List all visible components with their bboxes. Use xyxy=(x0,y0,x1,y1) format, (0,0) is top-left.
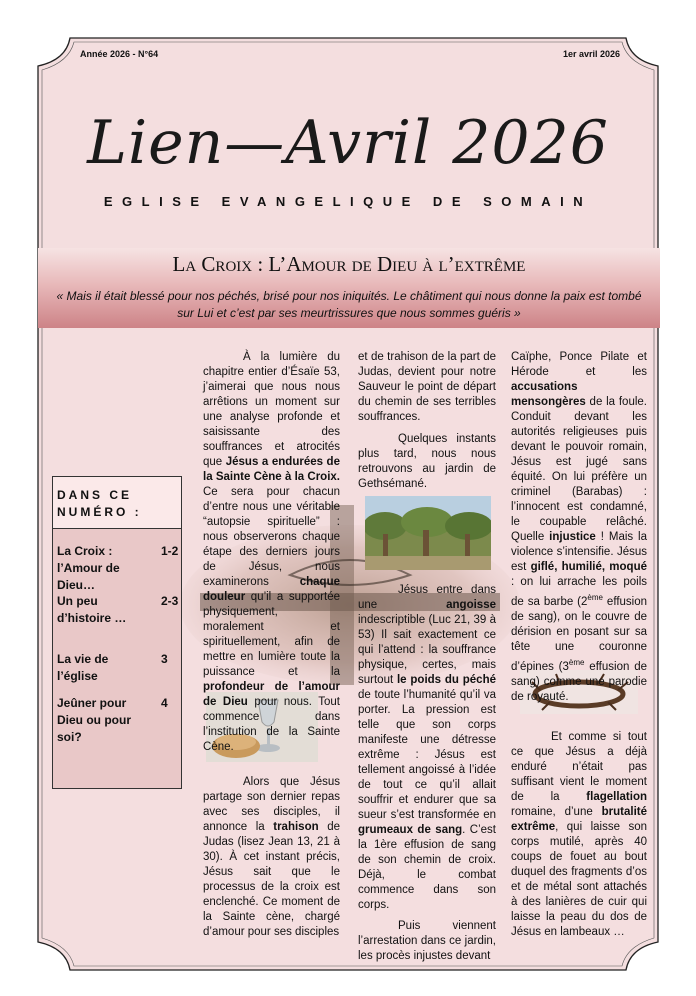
toc-item-label: Un peu d’histoire … xyxy=(57,594,127,625)
gethsemane-garden-photo xyxy=(365,496,491,570)
column-2-top xyxy=(358,350,496,492)
toc-item-pages: 1-2 xyxy=(161,544,179,558)
column-1-bottom xyxy=(203,775,340,940)
paragraph: et de trahison de la part de Judas, devient pour notre Sauveur le point de départ du chemin de ses terribles souffrances. xyxy=(358,351,496,423)
toc-item-label: La vie de l’église xyxy=(57,652,109,683)
toc-item-label: Jeûner pour Dieu ou pour soi? xyxy=(57,696,131,744)
column-3-bottom xyxy=(511,730,647,940)
church-name: EGLISE EVANGELIQUE DE SOMAIN xyxy=(103,194,593,209)
toc-item-pages: 3 xyxy=(161,652,168,666)
issue-number: Année 2026 - N°64 xyxy=(80,49,159,59)
toc-heading: DANS CE NUMÉRO : xyxy=(53,477,181,529)
toc-item-pages: 2-3 xyxy=(161,594,179,608)
table-of-contents xyxy=(52,476,182,789)
paragraph: Quelques instants plus tard, nous nous retrouvons au jardin de Gethsémané. xyxy=(358,433,496,490)
article-heading: La Croix : L’Amour de Dieu à l’extrême xyxy=(172,252,526,276)
paragraph: Puis viennent l’arrestation dans ce jardin, les procès injustes devant xyxy=(358,920,496,962)
paragraph: Et comme si tout ce que Jésus a déjà enduré n’était pas suffisant vient le moment de la flagellation romaine, d’une brutalité extrême, qui laisse son corps mutilé, après 40 coups de fouet au bout duquel des fragments d’os et de métal sont attachés à des lanières de cuir qui laisse la peau du dos de Jésus en lambeaux … xyxy=(511,731,647,938)
paragraph: Alors que Jésus partage son dernier repas avec ses disciples, il annonce la trahison de Judas (lisez Jean 13, 21 à 30). À cet instant précis, Jésus sait que le processus de la croix est enclenché. Ce moment de la Sainte cène, chargé d’amour pour ses disciples xyxy=(203,776,340,938)
bible-quote: « Mais il était blessé pour nos péchés, brisé pour nos iniquités. Le châtiment qui nous donne la paix est tombé sur Lui et c’est par ses meurtrissures que nous sommes guéris » xyxy=(56,289,642,320)
paragraph: Caïphe, Ponce Pilate et Hérode et les accusations mensongères de la foule. Conduit devant les autorités religieuses puis devant le pouvoir romain, Jésus est jugé sans équité. On lui préfère un criminel (Barabas) : l’innocent est condamné, le coupable relâché. Quelle injustice ! Mais la violence s’intensifie. Jésus est giflé, humilié, moqué : on lui arrache les poils de sa barbe (2ème effusion de sang), on le couvre de dérision en posant sur sa tête une couronne d’épines (3ème effusion de sang) comme une parodie de royauté. xyxy=(511,351,648,703)
toc-item-pages: 4 xyxy=(161,696,168,710)
column-2-bottom xyxy=(358,583,496,964)
issue-date: 1er avril 2026 xyxy=(562,49,620,59)
toc-item-label: La Croix : l’Amour de Dieu… xyxy=(57,544,120,592)
article-banner xyxy=(38,248,660,328)
paragraph: Jésus entre dans une angoisse indescriptible (Luc 21, 39 à 53) Il sait exactement ce qui l’attend : la souffrance physique, certes, mais surtout le poids du péché de toute l’humanité qu’il va porter. La pression est telle que son corps manifeste une détresse extrême : Jésus est tellement angoissé à l’idée de tout ce qu’il allait souffrir et endurer que sa sueur s’est transformée en grumeaux de sang. C’est la 1ère effusion de sang de son chemin de croix. Déjà, le combat commence dans son corps. xyxy=(358,584,496,911)
column-3-top xyxy=(511,350,647,705)
column-1-top xyxy=(203,350,340,755)
paragraph: À la lumière du chapitre entier d’Ésaïe 53, j’aimerai que nous nous arrêtions un moment sur une analyse profonde et saisissante des souffrances et atrocités que Jésus a endurées de la Sainte Cène à la Croix. Ce sera pour chacun d’entre nous une véritable “autopsie spirituelle” : nous observerons chaque étape des derniers jours de Jésus, nous examinerons chaque douleur qu’il a supportée physiquement, moralement et spirituellement, afin de mettre en lumière toute la puissance et la profondeur de l’amour de Dieu pour nous. Tout commence dans l’institution de la Sainte Cène. xyxy=(203,351,340,753)
newsletter-title: Lien—Avril 2026 xyxy=(87,108,609,178)
